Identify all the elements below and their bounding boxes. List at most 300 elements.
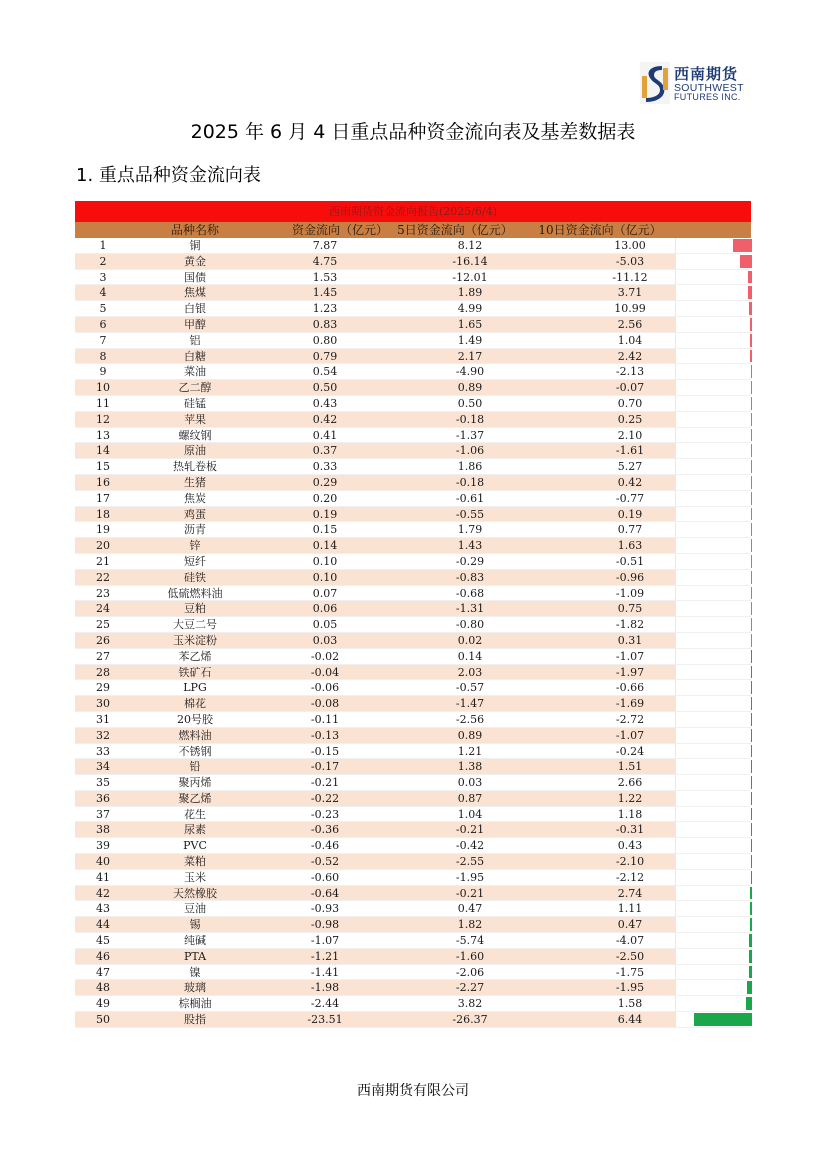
row-index: 29 xyxy=(96,681,110,695)
row-flow: 4.75 xyxy=(312,254,338,268)
row-flow5: -0.68 xyxy=(455,586,485,600)
row-name: 20号胶 xyxy=(177,712,213,726)
row-flow10: -1.07 xyxy=(615,728,645,742)
table-row xyxy=(75,349,751,365)
row-flow: 0.14 xyxy=(312,539,338,553)
row-flow: 0.43 xyxy=(312,396,338,410)
row-index: 35 xyxy=(96,776,110,790)
row-flow10: 0.19 xyxy=(617,507,643,521)
flow-bar-cell xyxy=(675,665,752,680)
row-flow: 1.23 xyxy=(312,302,338,316)
flow-bar xyxy=(751,745,752,758)
row-index: 27 xyxy=(96,649,110,663)
row-flow10: -0.77 xyxy=(615,491,645,505)
row-index: 30 xyxy=(96,697,110,711)
row-index: 33 xyxy=(96,744,110,758)
flow-bar-cell xyxy=(675,507,752,522)
row-flow5: 0.89 xyxy=(457,381,483,395)
row-flow10: -0.96 xyxy=(615,570,645,584)
row-flow: -2.44 xyxy=(310,997,340,1011)
row-flow5: -0.18 xyxy=(455,475,485,489)
table-row xyxy=(75,649,751,665)
table-row xyxy=(75,475,751,491)
row-flow10: 1.58 xyxy=(617,997,643,1011)
row-flow10: -0.07 xyxy=(615,381,645,395)
row-index: 20 xyxy=(96,539,110,553)
row-name: 菜粕 xyxy=(184,855,206,869)
row-index: 26 xyxy=(96,633,110,647)
table-row xyxy=(75,285,751,301)
flow-bar xyxy=(751,760,752,773)
row-flow5: 0.89 xyxy=(457,728,483,742)
row-name: 原油 xyxy=(184,444,206,458)
table-row xyxy=(75,680,751,696)
row-flow10: -0.24 xyxy=(615,744,645,758)
flow-bar xyxy=(733,239,752,252)
row-index: 43 xyxy=(96,902,110,916)
row-index: 39 xyxy=(96,839,110,853)
table-row xyxy=(75,428,751,444)
row-flow: -0.22 xyxy=(310,791,340,805)
flow-bar xyxy=(751,571,752,584)
row-index: 23 xyxy=(96,586,110,600)
row-flow10: -2.13 xyxy=(615,365,645,379)
row-flow: -0.93 xyxy=(310,902,340,916)
row-name: 短纤 xyxy=(184,554,206,568)
row-name: 聚丙烯 xyxy=(178,776,212,790)
flow-bar-cell xyxy=(675,728,752,743)
row-flow: 1.53 xyxy=(312,270,338,284)
table-row xyxy=(75,759,751,775)
row-flow5: -0.55 xyxy=(455,507,485,521)
row-index: 46 xyxy=(96,949,110,963)
header-flow10: 10日资金流向（亿元） xyxy=(538,223,662,237)
row-name: 国债 xyxy=(184,270,206,284)
row-index: 13 xyxy=(96,428,110,442)
table-row xyxy=(75,886,751,902)
row-flow10: 1.22 xyxy=(617,791,643,805)
row-index: 5 xyxy=(99,302,107,316)
row-flow5: -2.55 xyxy=(455,855,485,869)
flow-bar xyxy=(751,539,752,552)
flow-bar-cell xyxy=(675,570,752,585)
flow-bar xyxy=(751,666,752,679)
flow-bar xyxy=(751,823,752,836)
flow-bar xyxy=(751,681,752,694)
row-flow: -0.52 xyxy=(310,855,340,869)
table-row xyxy=(75,696,751,712)
flow-bar-cell xyxy=(675,901,752,916)
row-flow5: -26.37 xyxy=(452,1013,488,1027)
row-flow: 0.29 xyxy=(312,475,338,489)
row-flow: -0.60 xyxy=(310,870,340,884)
row-flow: 0.10 xyxy=(312,570,338,584)
table-row xyxy=(75,854,751,870)
row-flow: 0.07 xyxy=(312,586,338,600)
flow-bar xyxy=(750,902,752,915)
header-flow: 资金流向（亿元） xyxy=(291,223,388,237)
row-name: 白银 xyxy=(184,302,206,316)
row-flow5: 1.21 xyxy=(457,744,483,758)
row-name: 锡 xyxy=(189,918,201,932)
row-index: 44 xyxy=(96,918,110,932)
row-flow10: -0.66 xyxy=(615,681,645,695)
row-name: 玻璃 xyxy=(184,981,206,995)
row-flow: 0.10 xyxy=(312,554,338,568)
row-flow10: -2.72 xyxy=(615,712,645,726)
row-flow10: -0.51 xyxy=(615,554,645,568)
row-name: 热轧卷板 xyxy=(173,460,217,474)
flow-bar-cell xyxy=(675,791,752,806)
flow-bar-cell xyxy=(675,696,752,711)
flow-bar xyxy=(751,713,752,726)
row-flow10: -1.82 xyxy=(615,618,645,632)
row-index: 49 xyxy=(96,997,110,1011)
flow-bar xyxy=(751,381,752,394)
row-flow5: 2.17 xyxy=(457,349,483,363)
footer-company: 西南期货有限公司 xyxy=(357,1083,469,1099)
row-flow10: 1.18 xyxy=(617,807,643,821)
flow-bar xyxy=(751,460,752,473)
flow-bar-cell xyxy=(675,349,752,364)
row-flow10: 3.71 xyxy=(617,286,643,300)
flow-bar xyxy=(748,286,752,299)
flow-bar xyxy=(751,602,752,615)
row-name: 天然橡胶 xyxy=(173,886,217,900)
table-row xyxy=(75,254,751,270)
flow-bar xyxy=(751,808,752,821)
row-flow5: -12.01 xyxy=(452,270,488,284)
row-index: 1 xyxy=(99,239,107,252)
row-name: 棕榈油 xyxy=(178,997,212,1011)
row-flow10: 2.42 xyxy=(617,349,643,363)
row-flow5: 0.87 xyxy=(457,791,483,805)
row-flow10: 10.99 xyxy=(614,302,646,316)
row-index: 10 xyxy=(96,381,110,395)
flow-bar xyxy=(751,855,752,868)
row-flow: -1.41 xyxy=(310,965,340,979)
row-flow5: -1.47 xyxy=(455,697,485,711)
table-row xyxy=(75,807,751,823)
row-flow: -0.06 xyxy=(310,681,340,695)
row-flow10: -1.09 xyxy=(615,586,645,600)
row-flow: 0.15 xyxy=(312,523,338,537)
row-flow10: -2.50 xyxy=(615,949,645,963)
row-name: 燃料油 xyxy=(178,728,212,742)
row-flow: -0.98 xyxy=(310,918,340,932)
flow-bar xyxy=(751,429,752,442)
row-index: 12 xyxy=(96,412,110,426)
row-flow10: 0.43 xyxy=(617,839,643,853)
row-index: 17 xyxy=(96,491,110,505)
row-flow5: -0.42 xyxy=(455,839,485,853)
flow-bar xyxy=(751,555,752,568)
flow-bar-cell xyxy=(675,586,752,601)
row-flow: -0.08 xyxy=(310,697,340,711)
row-name: 螺纹钢 xyxy=(178,428,212,442)
flow-bar-cell xyxy=(675,538,752,553)
row-flow5: 0.50 xyxy=(457,396,483,410)
flow-bar xyxy=(751,397,752,410)
table-row xyxy=(75,744,751,760)
flow-bar xyxy=(747,981,752,994)
row-flow5: -0.29 xyxy=(455,554,485,568)
row-flow: 0.50 xyxy=(312,381,338,395)
flow-bar-cell xyxy=(675,980,752,995)
flow-bar xyxy=(750,918,752,931)
row-name: 铁矿石 xyxy=(178,665,212,679)
flow-bar-cell xyxy=(675,491,752,506)
table-row xyxy=(75,980,751,996)
row-name: 硅锰 xyxy=(184,396,206,410)
flow-bar xyxy=(750,350,752,363)
row-flow10: 2.66 xyxy=(617,776,643,790)
row-flow: 1.45 xyxy=(312,286,338,300)
flow-bar xyxy=(749,302,752,315)
flow-bar xyxy=(740,255,752,268)
row-flow10: -2.12 xyxy=(615,870,645,884)
flow-bar xyxy=(749,950,752,963)
row-name: 铝 xyxy=(189,333,201,347)
row-name: 低硫燃料油 xyxy=(167,586,223,600)
row-flow: 0.06 xyxy=(312,602,338,616)
row-name: 硅铁 xyxy=(184,570,206,584)
row-name: 不锈钢 xyxy=(178,744,212,758)
flow-bar-cell xyxy=(675,475,752,490)
row-flow: -0.11 xyxy=(310,712,340,726)
row-flow: -1.07 xyxy=(310,934,340,948)
row-index: 50 xyxy=(96,1013,110,1027)
flow-bar-cell xyxy=(675,649,752,664)
flow-bar-cell xyxy=(675,380,752,395)
flow-bar-cell xyxy=(675,364,752,379)
row-name: 纯碱 xyxy=(184,934,206,948)
row-flow10: -1.97 xyxy=(615,665,645,679)
row-index: 37 xyxy=(96,807,110,821)
flow-bar xyxy=(751,444,752,457)
table-row xyxy=(75,554,751,570)
row-flow5: -0.57 xyxy=(455,681,485,695)
table-row xyxy=(75,570,751,586)
row-flow10: 5.27 xyxy=(617,460,643,474)
row-flow: 0.20 xyxy=(312,491,338,505)
flow-bar-cell xyxy=(675,443,752,458)
row-flow: -0.64 xyxy=(310,886,340,900)
logo-en-line2: FUTURES INC. xyxy=(674,92,741,102)
row-flow5: 2.03 xyxy=(457,665,483,679)
table-row xyxy=(75,459,751,475)
row-index: 47 xyxy=(96,965,110,979)
row-flow5: 4.99 xyxy=(457,302,483,316)
row-flow: -0.15 xyxy=(310,744,340,758)
row-name: 玉米 xyxy=(184,870,206,884)
row-flow5: -1.06 xyxy=(455,444,485,458)
table-row xyxy=(75,380,751,396)
logo-cn-text: 西南期货 xyxy=(674,65,739,83)
table-body xyxy=(75,238,751,1028)
table-row xyxy=(75,822,751,838)
row-flow: 0.19 xyxy=(312,507,338,521)
header-name: 品种名称 xyxy=(170,223,219,237)
flow-bar xyxy=(751,476,752,489)
flow-bar xyxy=(751,839,752,852)
row-flow5: 0.47 xyxy=(457,902,483,916)
row-name: 大豆二号 xyxy=(173,618,217,632)
company-logo xyxy=(640,60,752,106)
row-flow5: -1.60 xyxy=(455,949,485,963)
row-flow10: 2.74 xyxy=(617,886,643,900)
table-row xyxy=(75,633,751,649)
row-name: 玉米淀粉 xyxy=(173,633,217,647)
row-name: 铜 xyxy=(189,239,201,252)
flow-bar xyxy=(750,887,752,900)
row-flow: -1.98 xyxy=(310,981,340,995)
row-name: 甲醇 xyxy=(184,317,206,331)
row-name: 黄金 xyxy=(184,254,206,268)
flow-bar-cell xyxy=(675,854,752,869)
table-row xyxy=(75,443,751,459)
flow-bar-cell xyxy=(675,965,752,980)
row-flow: 0.42 xyxy=(312,412,338,426)
row-flow10: 2.10 xyxy=(617,428,643,442)
row-index: 3 xyxy=(99,270,107,284)
row-flow: -0.13 xyxy=(310,728,340,742)
flow-bar xyxy=(749,966,752,979)
table-row xyxy=(75,238,751,254)
row-name: 乙二醇 xyxy=(178,381,212,395)
table-row xyxy=(75,364,751,380)
flow-bar-cell xyxy=(675,949,752,964)
row-name: 花生 xyxy=(184,807,206,821)
row-flow5: 1.86 xyxy=(457,460,483,474)
row-name: LPG xyxy=(183,681,207,695)
table-row xyxy=(75,870,751,886)
flow-bar-cell xyxy=(675,317,752,332)
row-name: 焦炭 xyxy=(184,491,206,505)
row-flow10: -0.31 xyxy=(615,823,645,837)
table-header-row xyxy=(75,222,751,238)
row-flow10: -1.07 xyxy=(615,649,645,663)
row-flow10: 1.04 xyxy=(617,333,643,347)
table-row xyxy=(75,412,751,428)
flow-bar-cell xyxy=(675,870,752,885)
table-row xyxy=(75,712,751,728)
row-flow5: -0.80 xyxy=(455,618,485,632)
flow-bar xyxy=(750,318,752,331)
row-name: 沥青 xyxy=(184,523,206,537)
row-index: 31 xyxy=(96,712,110,726)
row-index: 15 xyxy=(96,460,110,474)
row-flow: 0.79 xyxy=(312,349,338,363)
flow-bar-cell xyxy=(675,396,752,411)
row-index: 28 xyxy=(96,665,110,679)
row-index: 18 xyxy=(96,507,110,521)
row-flow: -0.02 xyxy=(310,649,340,663)
table-row xyxy=(75,949,751,965)
table-row xyxy=(75,538,751,554)
table-row xyxy=(75,270,751,286)
row-flow10: 0.70 xyxy=(617,396,643,410)
row-index: 40 xyxy=(96,855,110,869)
row-flow10: 0.25 xyxy=(617,412,643,426)
row-flow: -0.23 xyxy=(310,807,340,821)
row-flow5: -2.56 xyxy=(455,712,485,726)
table-row xyxy=(75,301,751,317)
row-flow5: -1.31 xyxy=(455,602,485,616)
flow-bar xyxy=(751,508,752,521)
row-flow10: 1.51 xyxy=(617,760,643,774)
table-row xyxy=(75,728,751,744)
flow-bar-cell xyxy=(675,775,752,790)
row-flow5: 0.02 xyxy=(457,633,483,647)
row-name: 白糖 xyxy=(184,349,206,363)
row-flow: -0.36 xyxy=(310,823,340,837)
row-flow5: 1.43 xyxy=(457,539,483,553)
flow-bar-cell xyxy=(675,822,752,837)
row-flow: 0.05 xyxy=(312,618,338,632)
row-name: 苹果 xyxy=(184,412,206,426)
row-flow: 0.41 xyxy=(312,428,338,442)
row-flow5: 0.14 xyxy=(457,649,483,663)
row-index: 45 xyxy=(96,934,110,948)
flow-bar-cell xyxy=(675,601,752,616)
flow-bar-cell xyxy=(675,270,752,285)
table-row xyxy=(75,396,751,412)
flow-bar xyxy=(749,934,752,947)
flow-bar xyxy=(751,587,752,600)
flow-bar xyxy=(748,271,752,284)
row-flow10: -1.75 xyxy=(615,965,645,979)
row-flow5: -1.95 xyxy=(455,870,485,884)
row-flow10: -11.12 xyxy=(612,270,648,284)
section-heading: 1. 重点品种资金流向表 xyxy=(76,165,261,186)
flow-bar-cell xyxy=(675,254,752,269)
flow-bar-cell xyxy=(675,238,752,253)
flow-bar-cell xyxy=(675,933,752,948)
row-index: 9 xyxy=(99,365,107,379)
flow-bar-cell xyxy=(675,301,752,316)
row-name: 苯乙烯 xyxy=(178,649,212,663)
flow-bar xyxy=(751,792,752,805)
row-name: 豆油 xyxy=(184,902,206,916)
row-flow10: -5.03 xyxy=(615,254,645,268)
flow-bar xyxy=(750,334,752,347)
row-flow5: -0.21 xyxy=(455,823,485,837)
flow-bar-cell xyxy=(675,633,752,648)
logo-en-line1: SOUTHWEST xyxy=(674,82,744,94)
table-row xyxy=(75,917,751,933)
flow-bar xyxy=(694,1013,752,1026)
row-flow10: -1.95 xyxy=(615,981,645,995)
row-flow: -1.21 xyxy=(310,949,340,963)
table-row xyxy=(75,901,751,917)
row-flow5: 1.38 xyxy=(457,760,483,774)
row-index: 42 xyxy=(96,886,110,900)
flow-bar xyxy=(751,871,752,884)
flow-bar xyxy=(751,776,752,789)
flow-bar xyxy=(751,729,752,742)
flow-bar-cell xyxy=(675,412,752,427)
row-flow5: 1.79 xyxy=(457,523,483,537)
row-flow10: -4.07 xyxy=(615,934,645,948)
row-flow: 0.83 xyxy=(312,317,338,331)
row-index: 14 xyxy=(96,444,110,458)
row-index: 34 xyxy=(96,760,110,774)
table-row xyxy=(75,996,751,1012)
row-flow5: -2.27 xyxy=(455,981,485,995)
row-name: 铅 xyxy=(189,760,201,774)
row-index: 11 xyxy=(96,396,110,410)
